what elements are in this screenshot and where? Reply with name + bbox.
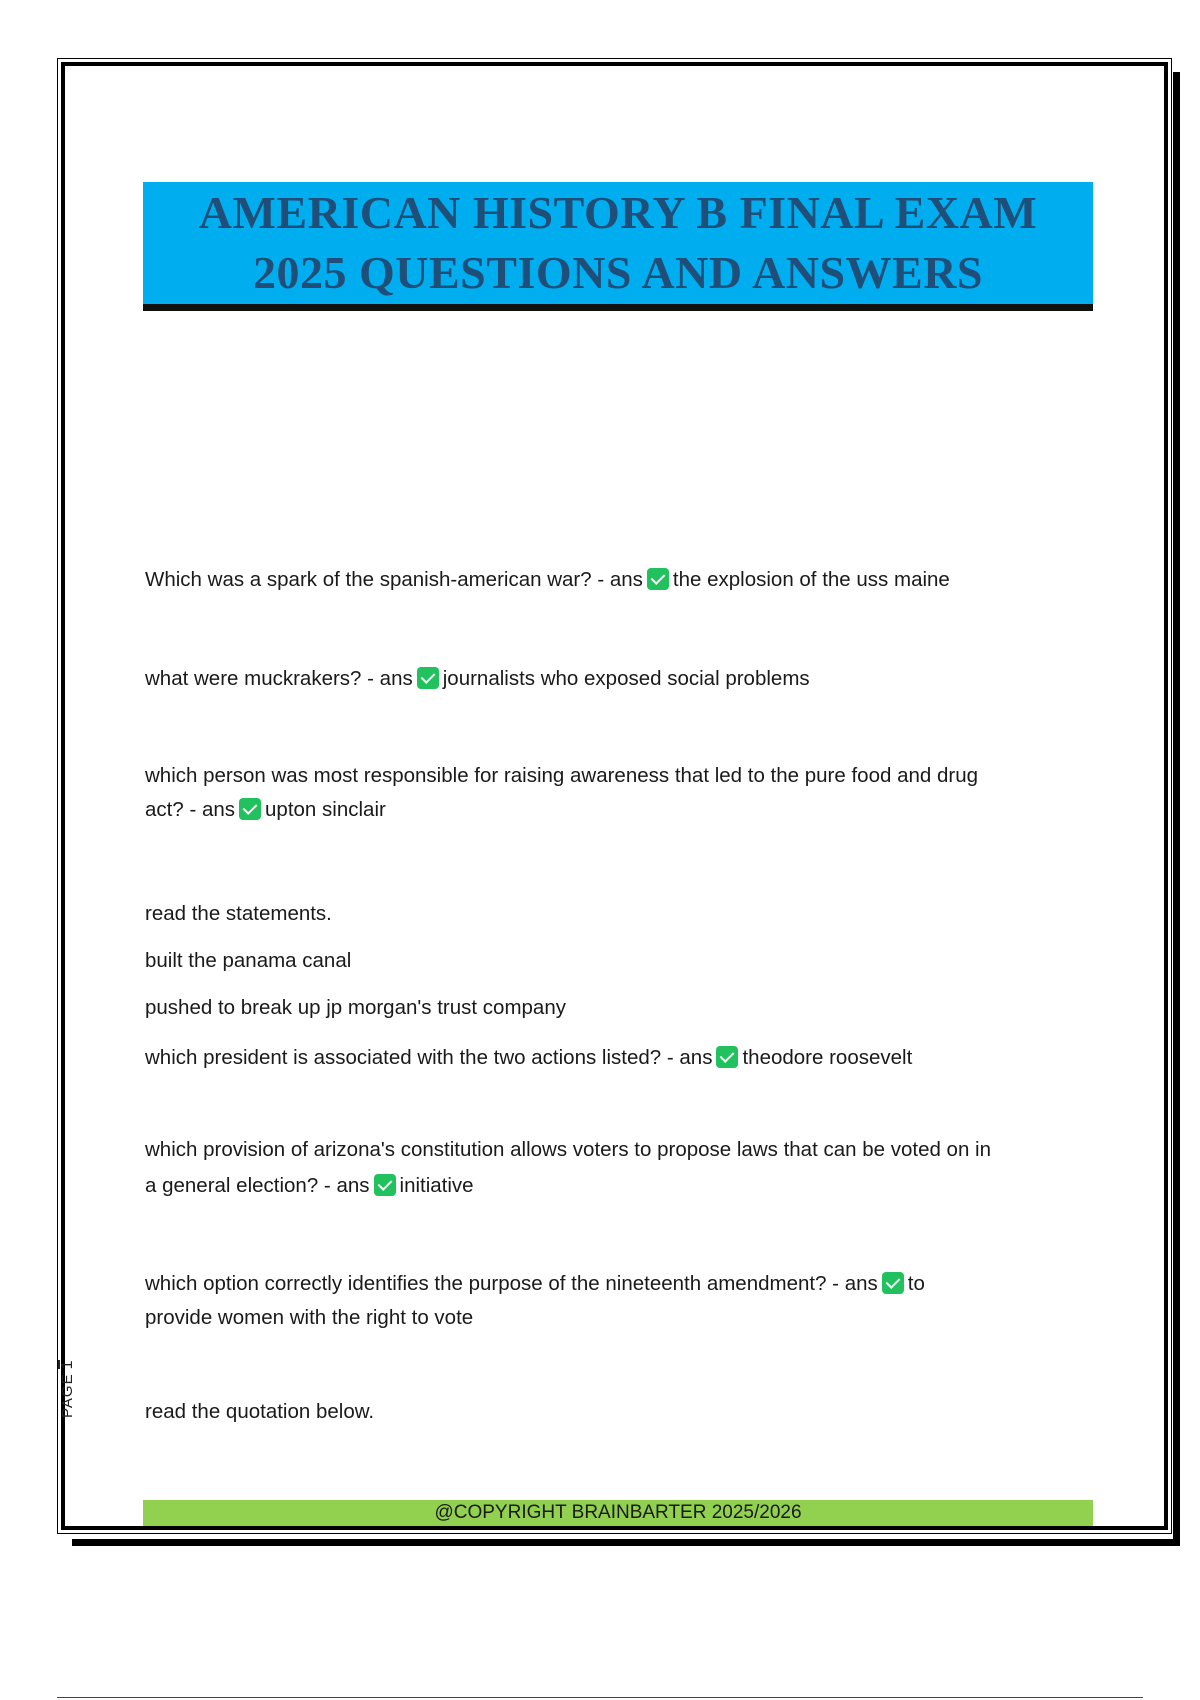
qa-item-1 [145,563,1085,597]
answer-text: upton sinclair [265,798,386,821]
question-text: which president is associated with the two actions listed? - ans [145,1046,713,1069]
check-icon [239,798,261,820]
check-icon [882,1272,904,1294]
copyright-footer: @COPYRIGHT BRAINBARTER 2025/2026 [143,1500,1093,1526]
check-icon [647,568,669,590]
statement-text: read the statements. [145,902,332,925]
answer-text: provide women with the right to vote [145,1306,474,1329]
bottom-divider [57,1697,1143,1698]
question-text: Which was a spark of the spanish-american war? - ans [145,568,643,591]
title-line-1: AMERICAN HISTORY B FINAL EXAM [198,187,1038,238]
question-text: a general election? - ans [145,1174,370,1197]
page-number: 1 [59,1359,76,1370]
answer-text: journalists who exposed social problems [442,667,810,690]
question-text: act? - ans [145,798,236,821]
qa-item-2 [145,662,1085,696]
title-line-2: 2025 QUESTIONS AND ANSWERS [252,247,984,298]
page-number-label [58,1360,76,1418]
check-icon [417,667,439,689]
page-label-text: PAGE [58,1373,76,1418]
qa-item-7 [145,1395,1085,1429]
qa-item-4 [145,890,1085,1081]
check-icon [374,1174,396,1196]
qa-item-6 [145,1267,1085,1335]
question-text: what were muckrakers? - ans [145,667,413,690]
qa-item-5 [145,1132,1085,1204]
title-banner [143,182,1093,311]
question-text: which provision of arizona's constitution allows voters to propose laws that can be voted on in [145,1138,992,1161]
answer-text: theodore roosevelt [742,1046,913,1069]
statement-text: built the panama canal [145,949,352,972]
qa-item-3 [145,759,1085,827]
statement-text: read the quotation below. [145,1400,375,1423]
answer-text: the explosion of the uss maine [672,568,950,591]
statement-text: pushed to break up jp morgan's trust company [145,996,566,1019]
question-text: which person was most responsible for raising awareness that led to the pure food and drug [145,764,979,787]
check-icon [716,1046,738,1068]
question-text: which option correctly identifies the purpose of the nineteenth amendment? - ans [145,1272,878,1295]
answer-text: to [907,1272,925,1295]
answer-text: initiative [399,1174,474,1197]
